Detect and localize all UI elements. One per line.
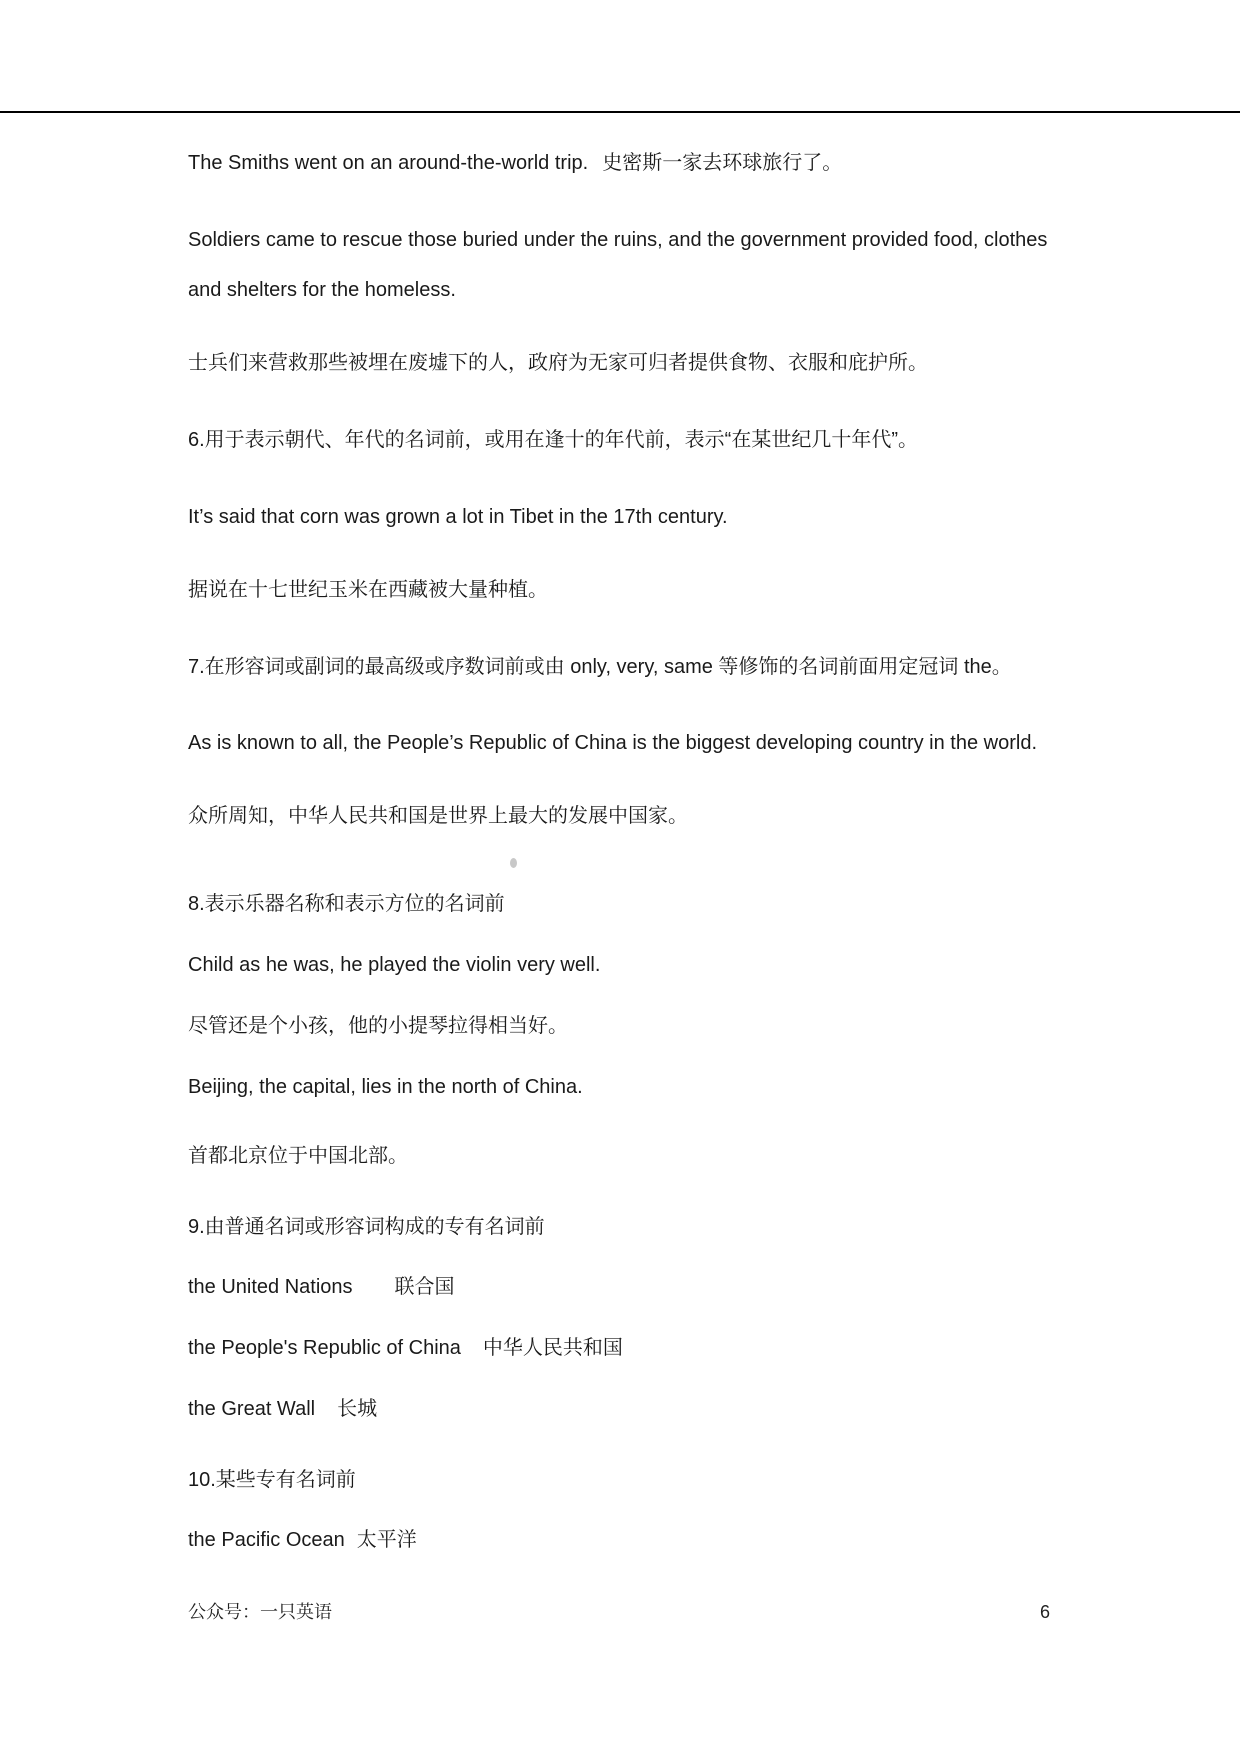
example-united-nations [188,1275,455,1299]
example-smiths-zh: 史密斯一家去环球旅行了。 [602,152,843,174]
example-great-wall [188,1397,377,1421]
example-pacific-en: the Pacific Ocean [188,1529,345,1551]
example-soldiers-zh: 士兵们来营救那些被埋在废墟下的人，政府为无家可归者提供食物、衣服和庇护所。 [188,352,928,374]
example-prc-en: the People's Republic of China [188,1337,461,1359]
example-smiths [188,151,842,175]
header-rule [0,111,1240,113]
example-china-en: As is known to all, the People’s Republic of China is the biggest developing country in the world. [188,732,1038,754]
page-number: 6 [1040,1602,1051,1622]
example-pacific-zh: 太平洋 [356,1529,417,1551]
rule-7-heading: 7.在形容词或副词的最高级或序数词前或由 only, very, same 等修饰的名词前面用定冠词 the。 [188,656,1012,678]
example-beijing-en: Beijing, the capital, lies in the north of China. [188,1076,583,1098]
example-beijing-zh: 首都北京位于中国北部。 [188,1145,408,1167]
rule-8-heading: 8.表示乐器名称和表示方位的名词前 [188,893,505,915]
example-great-wall-en: the Great Wall [188,1398,316,1420]
example-prc-zh: 中华人民共和国 [482,1337,623,1359]
example-violin-zh: 尽管还是个小孩，他的小提琴拉得相当好。 [188,1015,568,1037]
example-soldiers-en-line2: and shelters for the homeless. [188,279,456,301]
bullet-dot [510,858,517,868]
rule-9-heading: 9.由普通名词或形容词构成的专有名词前 [188,1216,545,1238]
footer-source: 公众号：一只英语 [188,1602,332,1622]
example-united-nations-en: the United Nations [188,1276,353,1298]
example-china-zh: 众所周知，中华人民共和国是世界上最大的发展中国家。 [188,805,688,827]
example-soldiers-en-line1: Soldiers came to rescue those buried under the ruins, and the government provided food, clothes [188,229,1048,251]
rule-10-heading: 10.某些专有名词前 [188,1469,356,1491]
example-smiths-en: The Smiths went on an around-the-world trip. [188,152,589,174]
example-corn-zh: 据说在十七世纪玉米在西藏被大量种植。 [188,579,548,601]
example-great-wall-zh: 长城 [337,1398,378,1420]
example-violin-en: Child as he was, he played the violin very well. [188,954,601,976]
example-united-nations-zh: 联合国 [394,1276,455,1298]
example-prc [188,1336,623,1360]
example-pacific [188,1528,417,1552]
example-corn-en: It’s said that corn was grown a lot in Tibet in the 17th century. [188,506,728,528]
rule-6-heading: 6.用于表示朝代、年代的名词前，或用在逢十的年代前，表示“在某世纪几十年代”。 [188,429,918,451]
